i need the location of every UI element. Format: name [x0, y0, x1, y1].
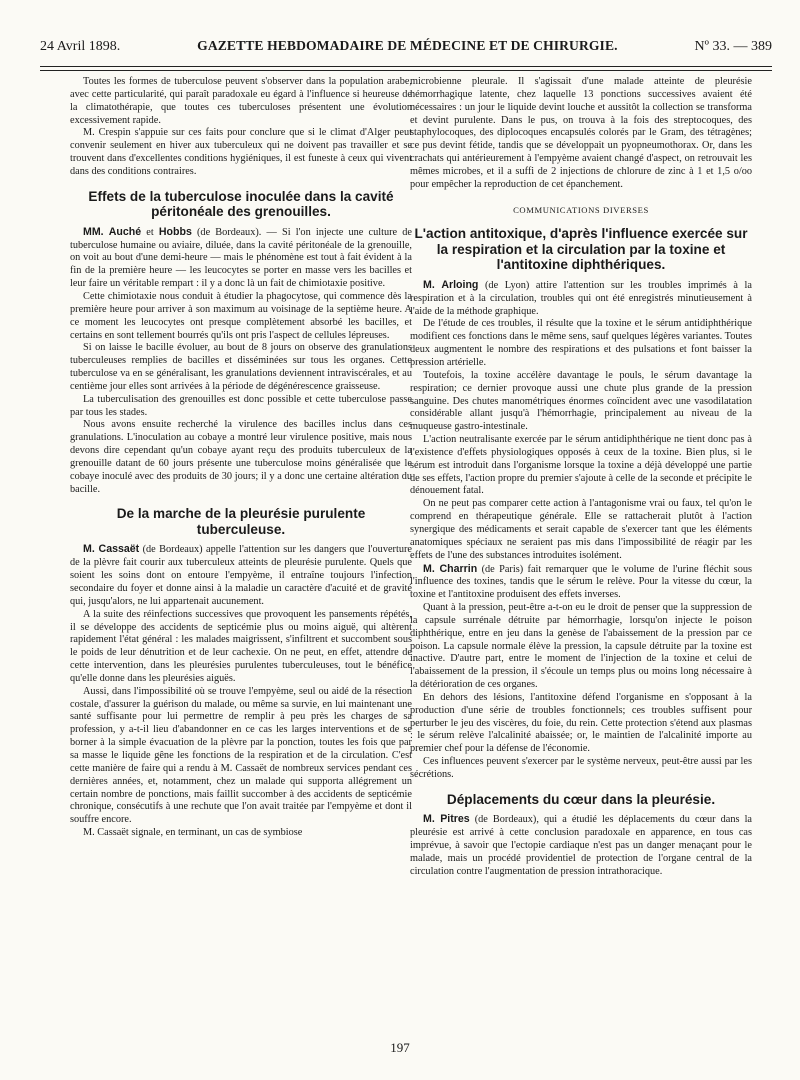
paragraph: MM. Auché et Hobbs (de Bordeaux). — Si l'on injecte une culture de tuberculose humaine ou aviaire, diluée, dans la cavité péritonéale de la grenouille, on voit au bout d'une demi-heure — mais le phénomène est tout à fait évident à la fin de la première heure — les leucocytes se porter en masse vers les bacilles et leur faire un véritable rempart : il y a donc là un fait de chimiotaxie positive. [70, 225, 412, 290]
paragraph: En dehors des lésions, l'antitoxine défend l'organisme en s'opposant à la production d'une série de troubles fonctionnels; ces troubles suffisent pour perturber le jeu des viscères, du foie, du rein. Cette protection s'étend aux plasmas : le sérum relève l'alcalinité abaissée; or, le maintien de l'alcalinité importe au premier chef pour la défense de l'économie. [410, 691, 752, 755]
author-name: Hobbs [158, 225, 192, 238]
issue-page-number: Nº 33. — 389 [694, 39, 772, 54]
article-heading: Déplacements du cœur dans la pleurésie. [446, 791, 716, 807]
section-label: COMMUNICATIONS DIVERSES [513, 204, 649, 215]
paragraph: Aussi, dans l'impossibilité où se trouve l'empyème, seul ou aidé de la résection costale, d'assurer la guérison du malade, ou même sa survie, en lui maintenant une santé suffisante pour lui permettre de remplir à peu près les charges de sa profession, y a-t-il lieu d'abandonner en ce cas les larges interventions et de se borner à la simple évacuation de la plèvre par la ponction, toutes les fois que par sa masse le liquide gêne les fonctions de la respiration et de la circulation. C'est cette manière de faire qui a rendu à M. Cassaët de nombreux services pendant ces dernières années, et, notamment, chez un malade qui supporta allégrement un certain nombre de ponctions, mais faillit succomber à des accidents de septicémie chronique, consécutifs à une rechute que l'on avait traitée par l'empyème et dont il souffre encore. [70, 685, 412, 826]
paragraph: M. Cassaët (de Bordeaux) appelle l'attention sur les dangers que l'ouverture de la plèvre fait courir aux tuberculeux atteints de pleurésie purulente. Quels que soient les soins dont on entoure l'empyème, il entraîne toujours l'infection secondaire du foyer et donne ainsi à la maladie un caractère d'acuité et de gravité qui, jusqu'alors, ne lui appartenait aucunement. [70, 543, 412, 607]
article-heading: De la marche de la pleurésie purulente tuberculeuse. [116, 506, 366, 537]
article-heading: L'action antitoxique, d'après l'influence exercée sur la respiration et la circulation par la toxine et l'antitoxine diphthériques. [414, 226, 748, 273]
paragraph: Quant à la pression, peut-être a-t-on eu le droit de penser que la suppression de la capsule surrénale détruite par hémorrhagie, lorsqu'on injecte le poison diphthérique, entre en jeu dans la genèse de l'abaissement de la pression par ce poison. La capsule normale élève la pression, la capsule détruite par la toxine est inactive. D'autre part, entre le moment de l'injection de la toxine et celui de l'abaissement de la pression, il s'écoule un temps plus ou moins long nécessaire à la détérioration de ces organes. [410, 602, 752, 691]
paragraph: On ne peut pas comparer cette action à l'antagonisme vrai ou faux, tel qu'on le comprend en thérapeutique générale. Elle se rattacherait plutôt à l'action synergique des médicaments et serait capable de s'exercer tant que les éléments anatomiques spéciaux ne seraient pas mis dans l'impossibilité de réagir par les effets de l'une des substances introduites isolément. [410, 498, 752, 561]
paragraph: Ces influences peuvent s'exercer par le système nerveux, peut-être aussi par les sécrétions. [410, 756, 752, 780]
header-rule-top [40, 66, 772, 67]
author-name: M. Pitres [423, 813, 470, 826]
paragraph: microbienne pleurale. Il s'agissait d'une malade atteinte de pleurésie hémorrhagique latente, chez laquelle 13 ponctions successives avaient été nécessaires : un jour le liquide devint louche et aussitôt la collection se transforma et devint purulente. Dans le pus, on trouva à la fois des streptocoques, des staphylocoques, des diplocoques encapsulés colorés par le Gram, des tétragènes; ce pus devint fétide, tandis que se développait un pyopneumothorax. Or, dans les crachats qui antérieurement à l'empyème avaient changé d'aspect, on retrouvait les mêmes microbes, et il a suffi de 2 injections de chlorure de zinc à 1 et 1,5 o/oo pour empêcher la reproduction de cet épanchement. [410, 76, 752, 190]
article-heading: Effets de la tuberculose inoculée dans la cavité péritonéale des grenouilles. [88, 188, 394, 220]
issue-date: 24 Avril 1898. [40, 39, 121, 54]
paragraph: De l'étude de ces troubles, il résulte que la toxine et le sérum antidiphthérique modifient ces fonctions dans le même sens, sauf quelques légères variantes. Toutes deux augmentent le nombre des respirations et des pulsations et font baisser la pression artérielle. [410, 318, 752, 368]
paragraph: A la suite des réinfections successives que provoquent les pansements répétés, il se développe des accidents de septicémie plus ou moins aiguë, qui altèrent rapidement l'état général : les malades maigrissent, s'infiltrent et succombent sous le poids de leur dénutrition et de leur cachexie. On ne peut, en effet, attendre de cette intervention, dans les pleurésies purulentes tuberculeuses, tout le bénéfice qu'elle donne dans les pleurésies aiguës. [70, 608, 412, 684]
left-column [70, 76, 412, 1036]
paragraph: M. Cassaët signale, en terminant, un cas de symbiose [83, 827, 303, 839]
header-rule-bottom [40, 70, 772, 71]
author-name: MM. Auché [83, 225, 142, 238]
paragraph: Toutefois, la toxine accélère davantage le pouls, le sérum davantage la respiration; ce dernier provoque aussi une chute plus grande de la pression sanguine. Des chutes manométriques énormes coïncident avec une vasodilatation considérable allant jusqu'à l'hémorrhagie, principalement au niveau de la muqueuse gastro-intestinale. [410, 369, 752, 433]
author-name: M. Charrin [423, 562, 478, 575]
running-header [40, 38, 772, 62]
paragraph: M. Charrin (de Paris) fait remarquer que le volume de l'urine fléchit sous l'influence des toxines, tandis que le sérum le relève. Pour la vitesse du cœur, la toxine et l'antitoxine produisent des effets inverses. [410, 562, 752, 601]
paragraph: Toutes les formes de tuberculose peuvent s'observer dans la population arabe, avec cette particularité, qui paraît paradoxale eu égard à l'influence si heureuse de la climatothérapie, que toutes ces tuberculoses présentent une évolution excessivement rapide. [70, 76, 412, 126]
paragraph: L'action neutralisante exercée par le sérum antidiphthérique ne tient donc pas à l'existence d'effets physiologiques opposés à ceux de la toxine. Bien plus, si le sérum est introduit dans l'organisme lorsque la toxine a déjà développé une partie de ses effets, l'action propre du premier s'ajoute à celle de la seconde et précipite le dénouement fatal. [410, 434, 752, 497]
paragraph: La tuberculisation des grenouilles est donc possible et cette tuberculose passe par tous les stades. [70, 393, 412, 418]
paragraph: M. Pitres (de Bordeaux), qui a étudié les déplacements du cœur dans la pleurésie est arrivé à cette conclusion paradoxale en apparence, en tous cas imprévue, à savoir que l'ectopie cardiaque n'est pas un danger menaçant pour le malade, mais un procédé providentiel de protection de l'organe central de la circulation contre l'augmentation de pression intrathoracique. [410, 813, 752, 877]
paragraph: Cette chimiotaxie nous conduit à étudier la phagocytose, qui commence dès la première heure pour arriver à son maximum au voisinage de la septième heure. A ce moment les leucocytes ont presque complètement absorbé les bacilles, et certains en sont tellement bourrés qu'ils ont pris l'aspect de cellules lépreuses. [70, 290, 412, 341]
author-name: M. Arloing [423, 278, 479, 291]
right-column [410, 76, 752, 1036]
journal-title: GAZETTE HEBDOMADAIRE DE MÉDECINE ET DE CHIRURGIE. [197, 38, 618, 53]
paragraph: Si on laisse le bacille évoluer, au bout de 8 jours on observe des granulations tuberculeuses remplies de bacilles et disséminées sur tous les organes. Cette tuberculose va en se généralisant, les granulations deviennent intraviscérales, et au centième jour elles sont arrivées à la période de dégénérescence graisseuse. [70, 342, 412, 392]
paragraph: Nous avons ensuite recherché la virulence des bacilles inclus dans ces granulations. L'inoculation au cobaye a montré leur virulence positive, mais nous devons dire cependant qu'un cobaye ayant reçu des produits tuberculeux de la grenouille datant de 60 jours présente une tuberculose moins généralisée que le cobaye inoculé avec des produits de 30 jours; il y a donc une certaine altération du bacille. [70, 419, 412, 495]
author-name: M. Cassaët [83, 543, 140, 556]
paragraph: M. Crespin s'appuie sur ces faits pour conclure que si le climat d'Alger peut convenir seulement en hiver aux tuberculeux qui ne doivent pas travailler et se trouvent dans d'excellentes conditions hygiéniques, il est funeste à ceux qui vivent dans des conditions contraires. [70, 127, 412, 177]
paragraph: M. Arloing (de Lyon) attire l'attention sur les troubles imprimés à la respiration et à la circulation, troubles qui ont été enregistrés minutieusement à l'aide de la méthode graphique. [410, 278, 752, 317]
page-number-footer: 197 [390, 1040, 410, 1055]
